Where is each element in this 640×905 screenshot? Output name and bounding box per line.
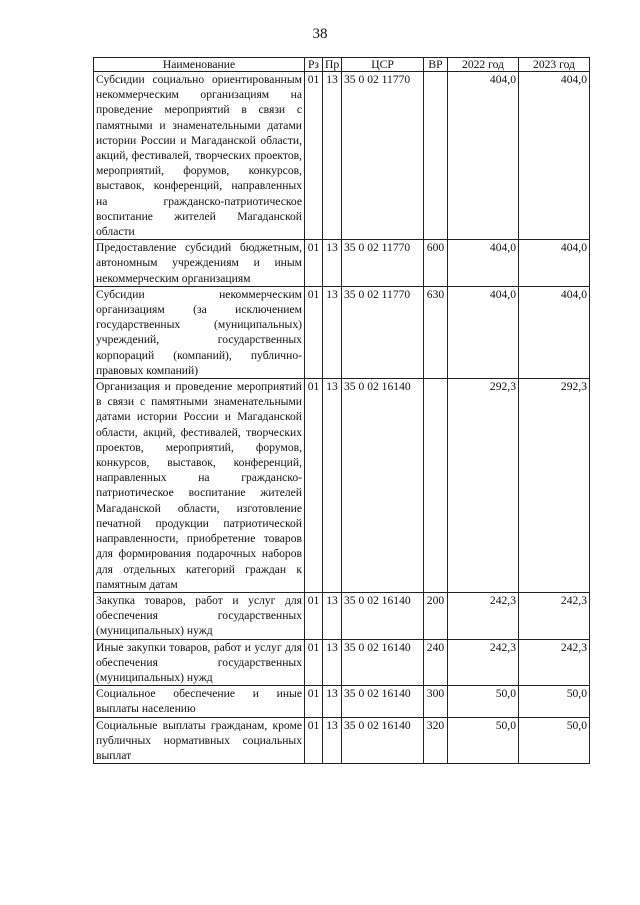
row-2023: 404,0 xyxy=(519,240,590,287)
table-header xyxy=(94,58,590,72)
budget-table xyxy=(93,57,590,764)
row-2023: 404,0 xyxy=(519,286,590,378)
row-vr: 240 xyxy=(424,639,448,686)
row-name: Организация и проведение мероприятий в связи с памятными знаменательными датами истории России и Магаданской области, акций, фестивалей, творческих проектов, мероприятий, форумов, конкурсов, выставок, конференций, направленных на гражданско-патриотическое воспитание жителей Магаданской области, изготовление печатной продукции патриотической направленности, приобретение товаров для формирования подарочных наборов для отдельных категорий граждан к памятным датам xyxy=(94,379,305,593)
row-2022: 404,0 xyxy=(448,240,519,287)
table-row xyxy=(94,639,590,686)
row-rz: 01 xyxy=(305,686,323,717)
row-2023: 292,3 xyxy=(519,379,590,593)
table-row xyxy=(94,240,590,287)
row-csr: 35 0 02 16140 xyxy=(342,379,424,593)
row-pr: 13 xyxy=(323,639,342,686)
row-csr: 35 0 02 11770 xyxy=(342,240,424,287)
table-row xyxy=(94,592,590,639)
row-2022: 242,3 xyxy=(448,592,519,639)
page-number: 38 xyxy=(312,26,328,42)
row-csr: 35 0 02 16140 xyxy=(342,639,424,686)
row-name: Социальные выплаты гражданам, кроме публичных нормативных социальных выплат xyxy=(94,717,305,764)
table-row xyxy=(94,686,590,717)
row-vr: 600 xyxy=(424,240,448,287)
table-row xyxy=(94,72,590,240)
row-name: Субсидии некоммерческим организациям (за исключением государственных (муниципальных) учреждений, государственных корпораций (компаний), публично-правовых компаний) xyxy=(94,286,305,378)
table-row xyxy=(94,379,590,593)
row-2023: 242,3 xyxy=(519,592,590,639)
row-2022: 50,0 xyxy=(448,717,519,764)
row-pr: 13 xyxy=(323,592,342,639)
row-pr: 13 xyxy=(323,72,342,240)
table-row xyxy=(94,717,590,764)
table-row xyxy=(94,286,590,378)
row-name: Закупка товаров, работ и услуг для обеспечения государственных (муниципальных) нужд xyxy=(94,592,305,639)
row-2023: 50,0 xyxy=(519,686,590,717)
row-2023: 50,0 xyxy=(519,717,590,764)
row-vr: 300 xyxy=(424,686,448,717)
header-pr: Пр xyxy=(323,58,342,72)
row-name: Социальное обеспечение и иные выплаты населению xyxy=(94,686,305,717)
row-csr: 35 0 02 16140 xyxy=(342,686,424,717)
row-pr: 13 xyxy=(323,240,342,287)
row-name: Предоставление субсидий бюджетным, автономным учреждениям и иным некоммерческим организациям xyxy=(94,240,305,287)
row-rz: 01 xyxy=(305,639,323,686)
row-2022: 292,3 xyxy=(448,379,519,593)
row-rz: 01 xyxy=(305,592,323,639)
row-csr: 35 0 02 11770 xyxy=(342,72,424,240)
row-2022: 404,0 xyxy=(448,286,519,378)
row-csr: 35 0 02 16140 xyxy=(342,717,424,764)
row-rz: 01 xyxy=(305,717,323,764)
row-rz: 01 xyxy=(305,379,323,593)
header-row xyxy=(94,58,590,72)
header-name: Наименование xyxy=(94,58,305,72)
row-name: Субсидии социально ориентированным некоммерческим организациям на проведение мероприятий в связи с памятными и знаменательными датами истории России и Магаданской области, акций, фестивалей, творческих проектов, мероприятий, форумов, конкурсов, выставок, конференций, направленных на гражданско-патриотическое воспитание жителей Магаданской области xyxy=(94,72,305,240)
row-2022: 242,3 xyxy=(448,639,519,686)
header-2022: 2022 год xyxy=(448,58,519,72)
row-rz: 01 xyxy=(305,72,323,240)
header-csr: ЦСР xyxy=(342,58,424,72)
row-2022: 404,0 xyxy=(448,72,519,240)
row-2023: 242,3 xyxy=(519,639,590,686)
row-csr: 35 0 02 16140 xyxy=(342,592,424,639)
header-rz: Рз xyxy=(305,58,323,72)
row-vr: 320 xyxy=(424,717,448,764)
row-pr: 13 xyxy=(323,379,342,593)
header-2023: 2023 год xyxy=(519,58,590,72)
row-vr: 200 xyxy=(424,592,448,639)
header-vr: ВР xyxy=(424,58,448,72)
row-pr: 13 xyxy=(323,686,342,717)
row-2022: 50,0 xyxy=(448,686,519,717)
row-vr xyxy=(424,72,448,240)
row-name: Иные закупки товаров, работ и услуг для обеспечения государственных (муниципальных) нужд xyxy=(94,639,305,686)
row-rz: 01 xyxy=(305,240,323,287)
row-2023: 404,0 xyxy=(519,72,590,240)
row-pr: 13 xyxy=(323,286,342,378)
row-vr xyxy=(424,379,448,593)
row-rz: 01 xyxy=(305,286,323,378)
table-body xyxy=(94,72,590,764)
row-csr: 35 0 02 11770 xyxy=(342,286,424,378)
row-vr: 630 xyxy=(424,286,448,378)
row-pr: 13 xyxy=(323,717,342,764)
